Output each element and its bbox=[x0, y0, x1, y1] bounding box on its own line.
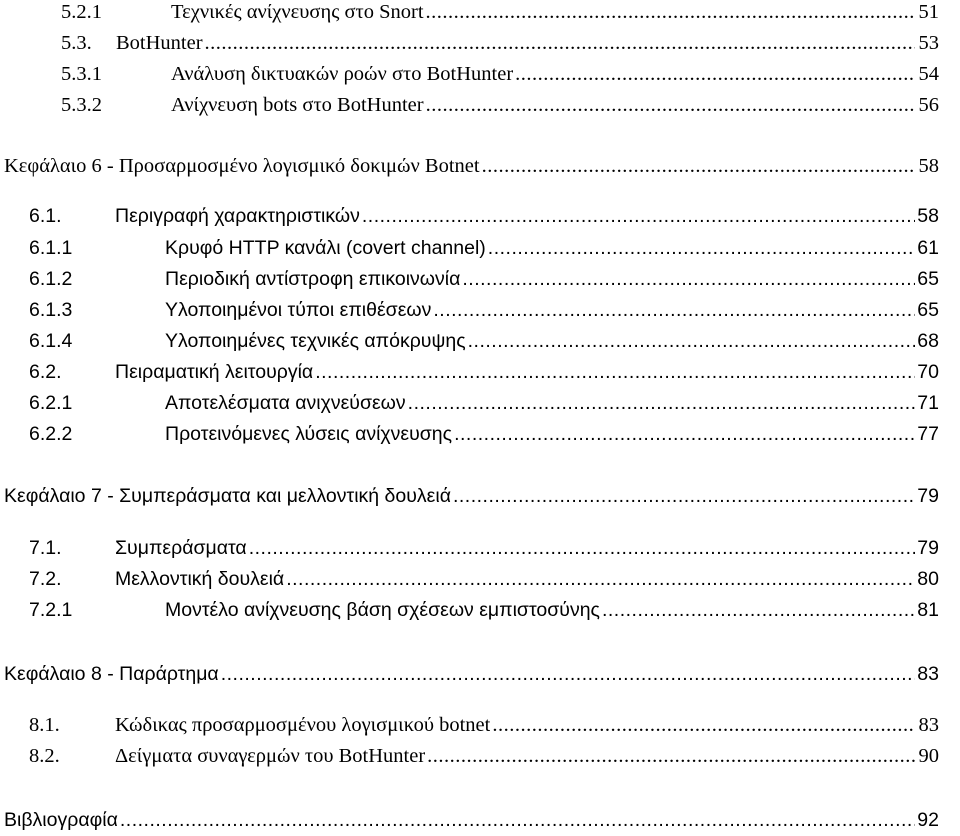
toc-chapter-entry[interactable] bbox=[4, 805, 939, 835]
toc-entry-page-number: 70 bbox=[917, 361, 939, 383]
dot-leader bbox=[488, 233, 915, 263]
dot-leader bbox=[205, 28, 915, 58]
toc-entry-title: Περιγραφή χαρακτηριστικών bbox=[115, 205, 360, 227]
toc-entry-page-number: 51 bbox=[918, 1, 939, 23]
toc-entry-page-number: 53 bbox=[918, 32, 939, 54]
dot-leader bbox=[408, 388, 915, 418]
dot-leader bbox=[249, 533, 915, 563]
toc-entry-number: 7.2.1 bbox=[29, 599, 73, 621]
toc-entry[interactable] bbox=[29, 419, 939, 449]
toc-entry-page-number: 71 bbox=[917, 392, 939, 414]
toc-entry[interactable] bbox=[29, 326, 939, 356]
toc-entry-title: Ανάλυση δικτυακών ροών στο BotHunter bbox=[171, 63, 514, 85]
toc-entry-number: 7.1. bbox=[29, 537, 62, 559]
toc-entry-page-number: 65 bbox=[917, 299, 939, 321]
dot-leader bbox=[120, 805, 915, 835]
toc-entry-page-number: 58 bbox=[918, 155, 939, 177]
dot-leader bbox=[426, 90, 915, 120]
toc-entry-number: 6.2.1 bbox=[29, 392, 73, 414]
toc-entry[interactable] bbox=[29, 264, 939, 294]
toc-entry[interactable] bbox=[29, 710, 939, 740]
toc-entry-page-number: 80 bbox=[917, 568, 939, 590]
toc-entry-page-number: 54 bbox=[918, 63, 939, 85]
toc-entry[interactable] bbox=[29, 595, 939, 625]
toc-entry-title: Κώδικας προσαρμοσμένου λογισμικού botnet bbox=[115, 714, 491, 736]
dot-leader bbox=[468, 326, 915, 356]
toc-entry-number: 7.2. bbox=[29, 568, 62, 590]
toc-entry-title: Περιοδική αντίστροφη επικοινωνία bbox=[165, 268, 461, 290]
toc-entry-title: Υλοποιημένοι τύποι επιθέσεων bbox=[165, 299, 432, 321]
toc-entry-page-number: 68 bbox=[917, 330, 939, 352]
dot-leader bbox=[602, 595, 915, 625]
toc-entry-title: Αποτελέσματα ανιχνεύσεων bbox=[165, 392, 406, 414]
toc-entry-number: 5.3. bbox=[61, 32, 92, 54]
toc-entry[interactable] bbox=[61, 28, 939, 58]
toc-entry-page-number: 56 bbox=[918, 94, 939, 116]
toc-entry-page-number: 81 bbox=[917, 599, 939, 621]
toc-entry-number: 5.3.1 bbox=[61, 63, 102, 85]
toc-entry[interactable] bbox=[29, 533, 939, 563]
dot-leader bbox=[462, 264, 915, 294]
dot-leader bbox=[454, 419, 915, 449]
dot-leader bbox=[453, 481, 915, 511]
toc-entry[interactable] bbox=[29, 741, 939, 771]
toc-entry-number: 5.2.1 bbox=[61, 1, 102, 23]
dot-leader bbox=[362, 201, 915, 231]
toc-entry-title: Κεφάλαιο 7 - Συμπεράσματα και μελλοντική δουλειά bbox=[4, 485, 451, 507]
toc-entry-page-number: 58 bbox=[917, 205, 939, 227]
toc-entry-page-number: 79 bbox=[917, 485, 939, 507]
toc-entry-title: Μελλοντική δουλειά bbox=[115, 568, 285, 590]
dot-leader bbox=[427, 741, 915, 771]
toc-entry-number: 6.1. bbox=[29, 205, 62, 227]
toc-entry-title: Κεφάλαιο 8 - Παράρτημα bbox=[4, 663, 219, 685]
toc-entry-title: Υλοποιημένες τεχνικές απόκρυψης bbox=[165, 330, 466, 352]
toc-entry-number: 6.1.3 bbox=[29, 299, 73, 321]
toc-entry-title: Κεφάλαιο 6 - Προσαρμοσμένο λογισμικό δοκιμών Botnet bbox=[4, 155, 480, 177]
toc-entry[interactable] bbox=[29, 357, 939, 387]
toc-entry-title: Ανίχνευση bots στο BotHunter bbox=[171, 94, 424, 116]
toc-entry-page-number: 90 bbox=[918, 745, 939, 767]
toc-entry-title: BotHunter bbox=[116, 32, 203, 54]
toc-entry-number: 6.2. bbox=[29, 361, 62, 383]
toc-entry-number: 5.3.2 bbox=[61, 94, 102, 116]
toc-entry-page-number: 83 bbox=[917, 663, 939, 685]
toc-entry-page-number: 61 bbox=[917, 237, 939, 259]
toc-entry-title: Κρυφό HTTP κανάλι (covert channel) bbox=[165, 237, 486, 259]
toc-entry-title: Τεχνικές ανίχνευσης στο Snort bbox=[171, 1, 424, 23]
toc-entry-number: 6.1.1 bbox=[29, 237, 73, 259]
toc-entry-title: Πειραματική λειτουργία bbox=[115, 361, 314, 383]
dot-leader bbox=[492, 710, 915, 740]
toc-chapter-entry[interactable] bbox=[4, 151, 939, 181]
toc-entry[interactable] bbox=[61, 90, 939, 120]
dot-leader bbox=[515, 59, 915, 89]
toc-entry-title: Δείγματα συναγερμών του BotHunter bbox=[115, 745, 426, 767]
toc-entry[interactable] bbox=[29, 201, 939, 231]
toc-entry-page-number: 83 bbox=[918, 714, 939, 736]
toc-entry-title: Προτεινόμενες λύσεις ανίχνευσης bbox=[165, 423, 453, 445]
dot-leader bbox=[221, 659, 915, 689]
toc-entry[interactable] bbox=[29, 233, 939, 263]
toc-entry-number: 8.2. bbox=[29, 745, 60, 767]
toc-entry[interactable] bbox=[29, 388, 939, 418]
toc-entry-number: 8.1. bbox=[29, 714, 60, 736]
toc-entry[interactable] bbox=[61, 59, 939, 89]
toc-entry-number: 6.1.2 bbox=[29, 268, 73, 290]
toc-entry-title: Βιβλιογραφία bbox=[4, 809, 118, 831]
dot-leader bbox=[482, 151, 915, 181]
toc-entry[interactable] bbox=[61, 0, 939, 27]
toc-entry-number: 6.2.2 bbox=[29, 423, 73, 445]
toc-entry-title: Συμπεράσματα bbox=[115, 537, 247, 559]
toc-chapter-entry[interactable] bbox=[4, 659, 939, 689]
toc-entry-page-number: 65 bbox=[917, 268, 939, 290]
dot-leader bbox=[286, 564, 915, 594]
toc-entry-page-number: 77 bbox=[917, 423, 939, 445]
toc-entry-page-number: 92 bbox=[917, 809, 939, 831]
toc-entry-page-number: 79 bbox=[917, 537, 939, 559]
dot-leader bbox=[426, 0, 915, 27]
dot-leader bbox=[315, 357, 915, 387]
toc-entry[interactable] bbox=[29, 564, 939, 594]
toc-entry-title: Μοντέλο ανίχνευσης βάση σχέσεων εμπιστοσύνης bbox=[165, 599, 600, 621]
toc-entry[interactable] bbox=[29, 295, 939, 325]
toc-chapter-entry[interactable] bbox=[4, 481, 939, 511]
toc-entry-number: 6.1.4 bbox=[29, 330, 73, 352]
dot-leader bbox=[433, 295, 915, 325]
